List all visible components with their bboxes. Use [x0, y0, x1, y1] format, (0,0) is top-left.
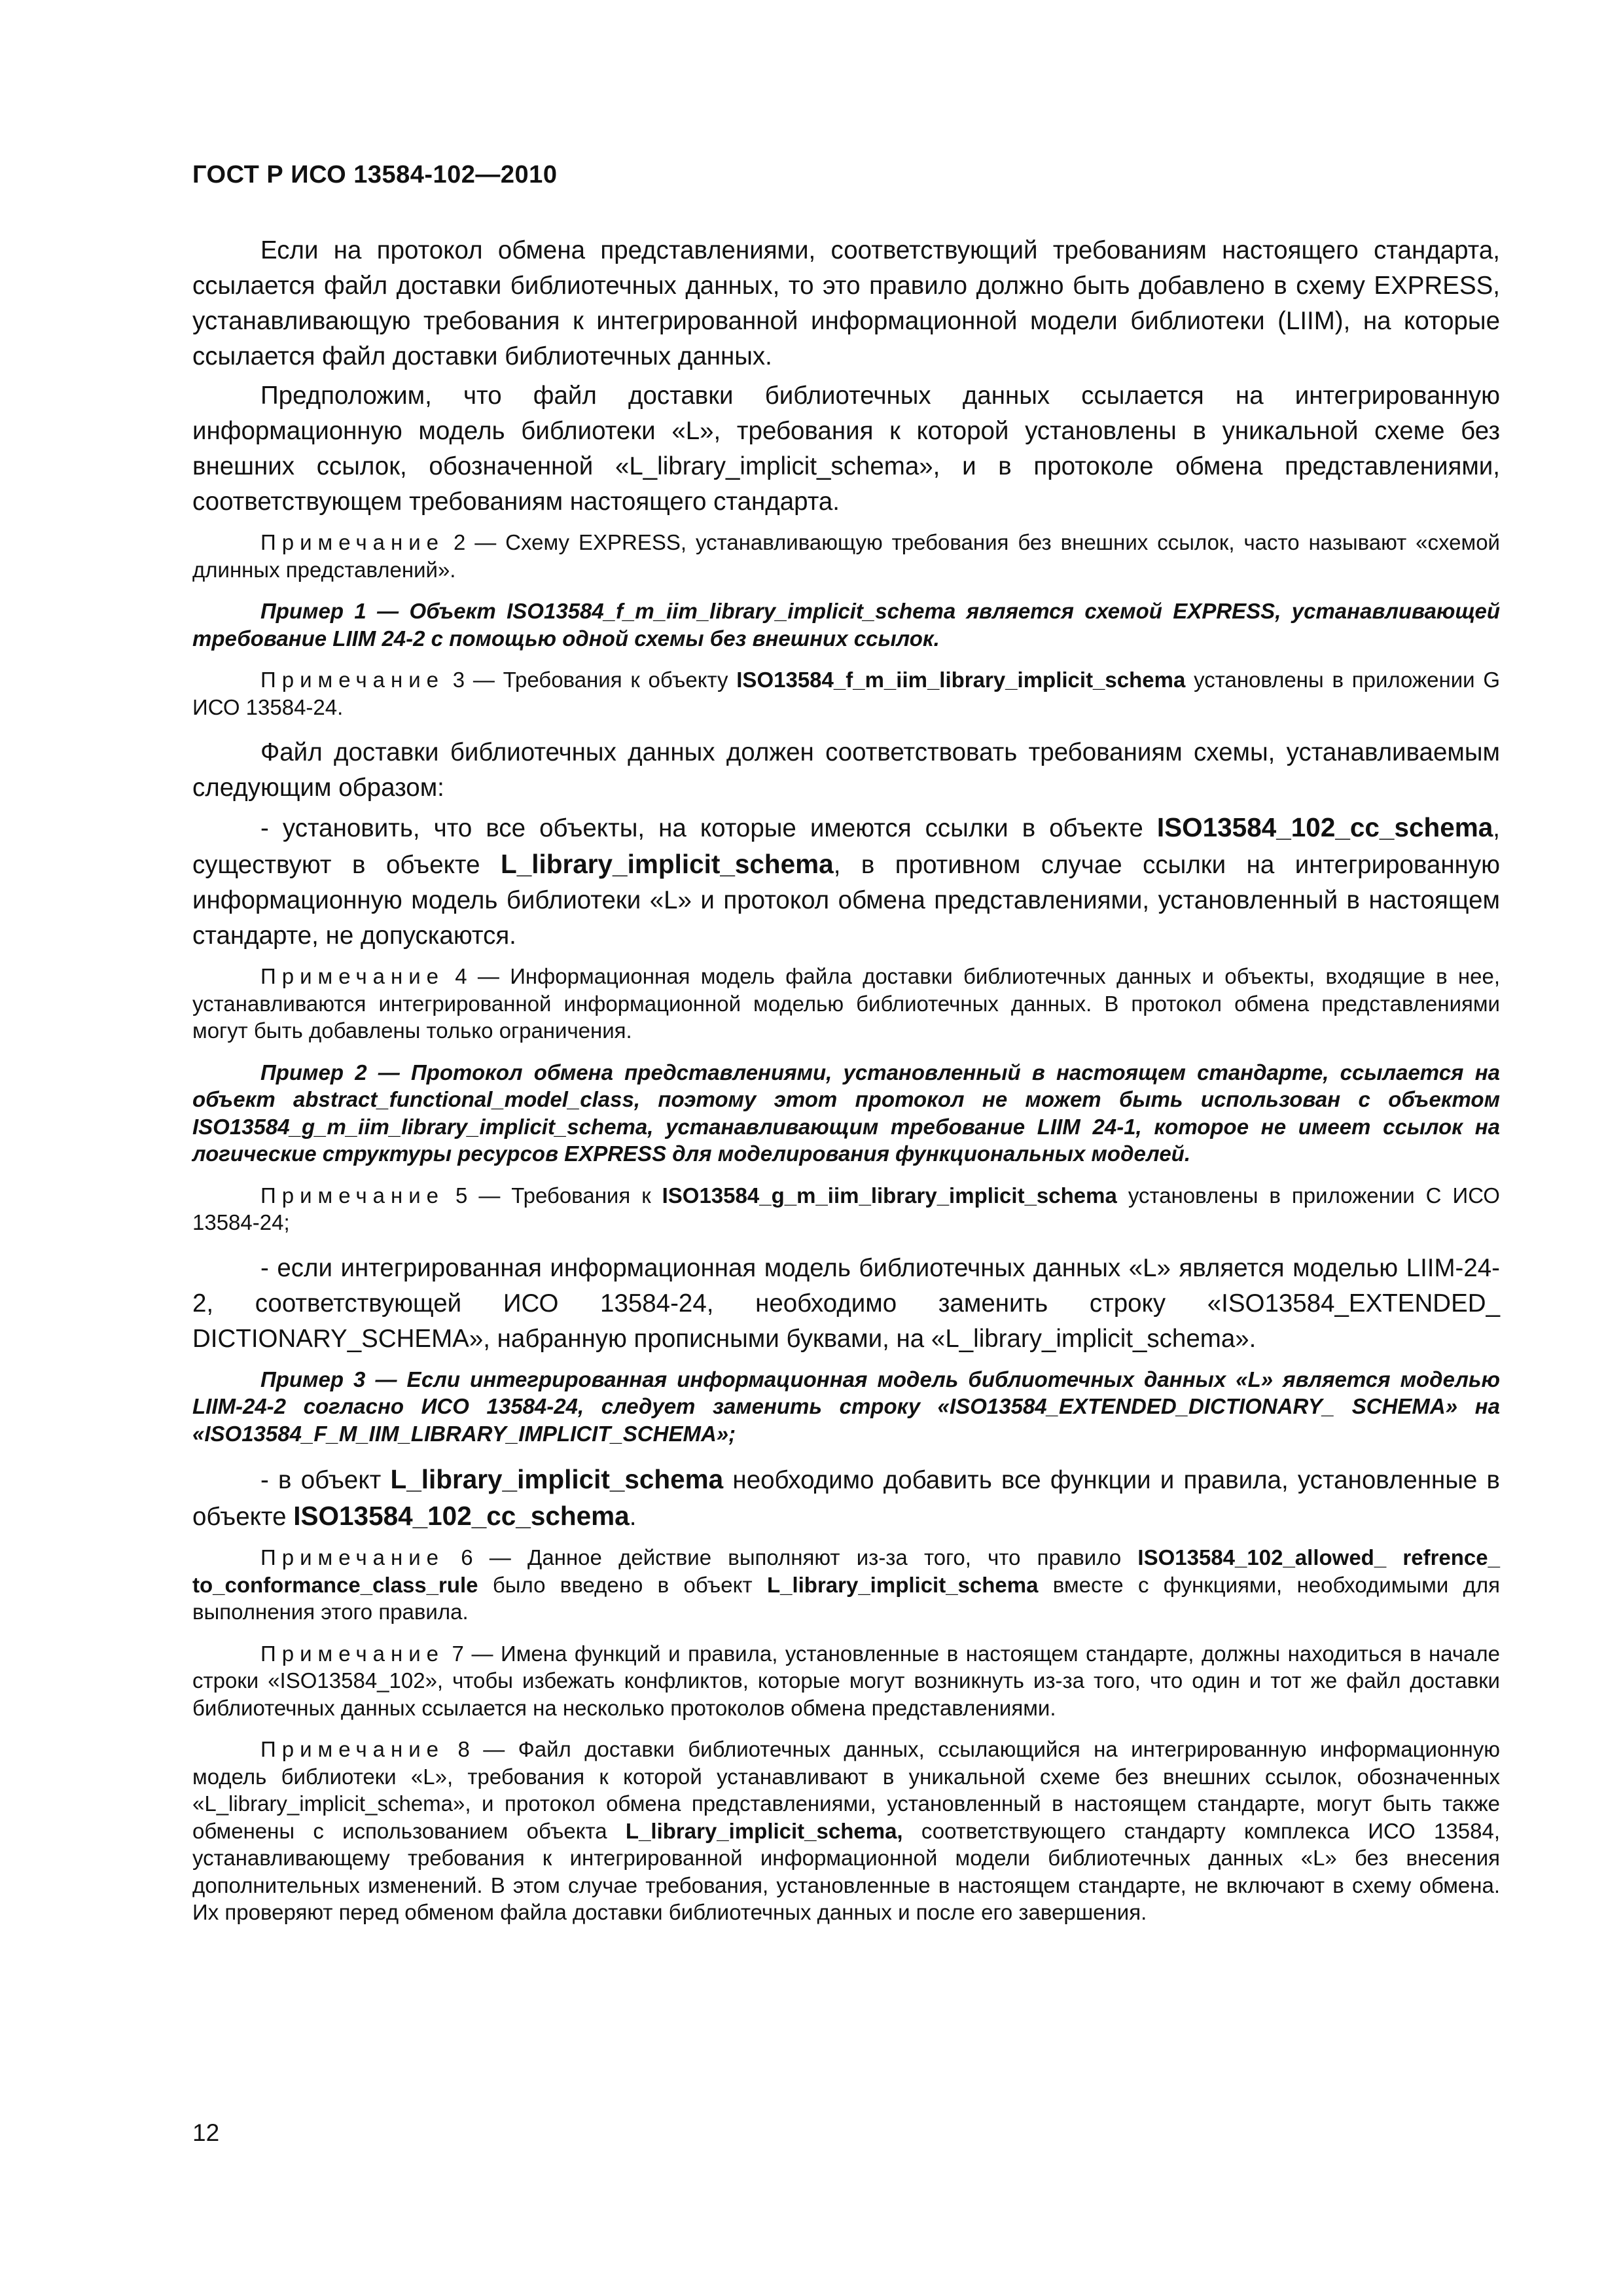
paragraph-1: Если на протокол обмена представлениями, соответствующий требованиям настоящего стандарта, ссылается файл доставки библиотечных данных, то это правило должно быть добавлено в схему EXPRESS, устанавливающую требования к интегрированной информационной модели библиотеки (LIIM), на которые ссылается файл доставки библиотечных данных.: [192, 236, 1500, 370]
paragraph-5: - если интегрированная информационная модель библиотечных данных «L» является моделью LIIM-24-2, соответствующей ИСО 13584-24, необходимо заменить строку «ISO13584_EXTENDED_ DICTIONARY_SCHEMA», набранную прописными буквами, на «L_library_implicit_schema».: [192, 1253, 1500, 1353]
note-8: [192, 1736, 1500, 1926]
object-name: ISO13584_102_cc_schema: [293, 1501, 630, 1531]
note-text-part: соответствующего стандарту комплекса ИСО 13584, устанавливающему требования к интегрированной информационной модели библиотечных данных «L» без внесения дополнительных изменений. В этом случае требования, установленные в настоящем стандарте, не включают в схему обмена. Их проверяют перед обменом файла доставки библиотечных данных и после его завершения.: [192, 1818, 1500, 1924]
note-text-part: установлены в приложении G ИСО 13584-24.: [192, 668, 1500, 719]
document-body: [192, 233, 1500, 1941]
example-3: Пример 3 — Если интегрированная информационная модель библиотечных данных «L» является моделью LIIM-24-2 согласно ИСО 13584-24, следует заменить строку «ISO13584_EXTENDED_DICTIONARY_ SCHEMA» на «ISO13584_F_M_IIM_LIBRARY_IMPLICIT_SCHEMA»;: [192, 1367, 1500, 1446]
document-number-header: ГОСТ Р ИСО 13584-102—2010: [192, 161, 558, 188]
note-text-part: установлены в приложении C ИСО 13584-24;: [192, 1183, 1500, 1234]
note-4: [192, 963, 1500, 1045]
note-text-part: было введено в объект: [478, 1572, 767, 1597]
page-number: 12: [192, 2119, 220, 2146]
note-label: Примечание: [260, 1737, 445, 1761]
object-name: ISO13584_102_cc_schema: [1156, 812, 1493, 842]
text-part: .: [629, 1503, 637, 1531]
example-1: Пример 1 — Объект ISO13584_f_m_iim_library_implicit_schema является схемой EXPRESS, устанавливающей требование LIIM 24-2 с помощью одной схемы без внешних ссылок.: [192, 599, 1500, 651]
text-part: необходимо добавить все функции и правила, установленные в объекте: [192, 1466, 1500, 1531]
note-text-part: 3 — Требования к объекту: [444, 668, 737, 692]
note-label: Примечание: [260, 1545, 445, 1570]
example-2: Пример 2 — Протокол обмена представлениями, установленный в настоящем стандарте, ссылается на объект abstract_functional_model_class, поэтому этот протокол не может быть использован с объектом ISO13584_g_m_iim_library_implicit_schema, устанавливающим требование LIIM 24-1, которое не имеет ссылок на логические структуры ресурсов EXPRESS для моделирования функциональных моделей.: [192, 1060, 1500, 1166]
text-part: , существуют в объекте: [192, 814, 1500, 879]
paragraph-4: [192, 810, 1500, 954]
note-object-name: ISO13584_102_allowed_ refrence_ to_conformance_class_rule: [192, 1545, 1500, 1597]
note-6: [192, 1544, 1500, 1626]
note-3: [192, 666, 1500, 721]
note-text-part: 5 — Требования к: [444, 1183, 662, 1208]
note-5: [192, 1182, 1500, 1236]
paragraph-3: Файл доставки библиотечных данных должен соответствовать требованиям схемы, устанавливаемым следующим образом:: [192, 738, 1500, 802]
note-text-part: вместе с функциями, необходимыми для выполнения этого правила.: [192, 1572, 1500, 1624]
note-object-name: ISO13584_f_m_iim_library_implicit_schema: [736, 668, 1186, 692]
note-object-name: L_library_implicit_schema,: [625, 1818, 903, 1843]
paragraph-2: Предположим, что файл доставки библиотечных данных ссылается на интегрированную информационную модель библиотеки «L», требования к которой установлены в уникальной схеме без внешних ссылок, обозначенной «L_library_implicit_schema», и в протоколе обмена представлениями, соответствующем требованиям настоящего стандарта.: [192, 382, 1500, 516]
note-object-name: ISO13584_g_m_iim_library_implicit_schema: [662, 1183, 1117, 1208]
note-label: Примечание: [260, 530, 445, 554]
note-text-part: 6 — Данное действие выполняют из-за того, что правило: [444, 1545, 1138, 1570]
text-part: - установить, что все объекты, на которые имеются ссылки в объекте: [260, 814, 1157, 842]
note-text: 7 — Имена функций и правила, установленные в настоящем стандарте, должны находиться в начале строки «ISO13584_102», чтобы избежать конфликтов, которые могут возникнуть из-за того, что один и тот же файл доставки библиотечных данных ссылается на несколько протоколов обмена представлениями.: [192, 1641, 1500, 1720]
note-label: Примечание: [260, 668, 445, 692]
object-name: L_library_implicit_schema: [500, 849, 834, 879]
paragraph-6: [192, 1462, 1500, 1535]
text-part: - в объект: [260, 1466, 391, 1494]
note-object-name: L_library_implicit_schema: [766, 1572, 1039, 1597]
note-text-part: 8 — Файл доставки библиотечных данных, ссылающийся на интегрированную информационную модель библиотеки «L», требования к которой устанавливают в уникальной схеме без внешних ссылок, обозначенных «L_library_implicit_schema», и протокол обмена представлениями, установленный в настоящем стандарте, могут быть также обменены с использованием объекта: [192, 1737, 1500, 1843]
note-label: Примечание: [260, 964, 445, 988]
object-name: L_library_implicit_schema: [390, 1464, 724, 1494]
note-2: [192, 529, 1500, 583]
note-text: 4 — Информационная модель файла доставки библиотечных данных и объекты, входящие в нее, устанавливаются интегрированной информационной моделью библиотечных данных. В протокол обмена представлениями могут быть добавлены только ограничения.: [192, 964, 1500, 1043]
note-label: Примечание: [260, 1183, 445, 1208]
note-text: 2 — Схему EXPRESS, устанавливающую требования без внешних ссылок, часто называют «схемой длинных представлений».: [192, 530, 1500, 582]
note-label: Примечание: [260, 1641, 445, 1666]
text-part: , в противном случае ссылки на интегрированную информационную модель библиотеки «L» и протокол обмена представлениями, установленный в настоящем стандарте, не допускаются.: [192, 851, 1500, 950]
note-7: [192, 1640, 1500, 1722]
